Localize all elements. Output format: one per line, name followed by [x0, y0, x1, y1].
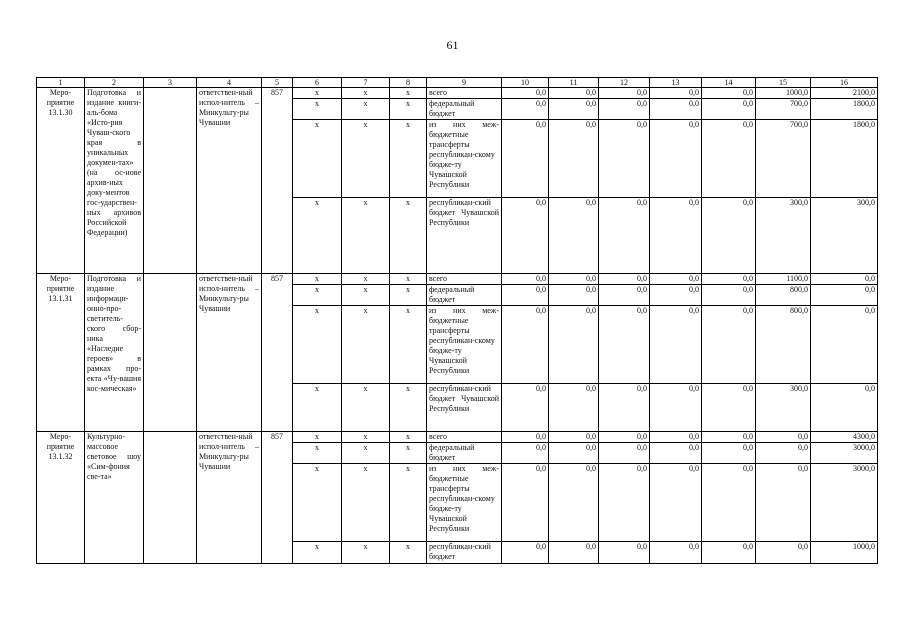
x-mark: x [342, 306, 390, 384]
value-cell: 0,0 [811, 306, 878, 384]
responsible-executor: ответствен-ный испол-нитель – Минкульту-ры Чувашии [197, 432, 262, 564]
page-number: 61 [446, 38, 459, 52]
value-cell: 0,0 [502, 285, 549, 306]
x-mark: x [342, 443, 390, 464]
header-cell: 8 [390, 78, 427, 88]
value-cell: 0,0 [549, 88, 599, 99]
value-cell: 0,0 [599, 274, 650, 285]
value-cell: 0,0 [650, 99, 702, 120]
x-mark: x [293, 542, 342, 564]
value-cell: 0,0 [599, 120, 650, 198]
responsible-executor: ответствен-ный испол-нитель – Минкульту-ры Чувашии [197, 88, 262, 274]
value-cell: 800,0 [756, 285, 811, 306]
value-cell: 0,0 [702, 99, 756, 120]
value-cell: 0,0 [502, 274, 549, 285]
value-cell: 0,0 [702, 306, 756, 384]
header-cell: 10 [502, 78, 549, 88]
value-cell: 3000,0 [811, 443, 878, 464]
header-cell: 7 [342, 78, 390, 88]
x-mark: x [390, 306, 427, 384]
value-cell: 0,0 [599, 443, 650, 464]
x-mark: x [390, 88, 427, 99]
header-cell: 6 [293, 78, 342, 88]
value-cell: 0,0 [650, 120, 702, 198]
x-mark: x [342, 432, 390, 443]
header-cell: 2 [85, 78, 144, 88]
value-cell: 4300,0 [811, 432, 878, 443]
x-mark: x [293, 274, 342, 285]
value-cell: 0,0 [599, 542, 650, 564]
value-cell: 0,0 [502, 464, 549, 542]
value-cell: 0,0 [599, 285, 650, 306]
value-cell: 0,0 [502, 306, 549, 384]
x-mark: x [293, 384, 342, 432]
empty-cell [144, 274, 197, 432]
header-cell: 12 [599, 78, 650, 88]
header-cell: 4 [197, 78, 262, 88]
event-id: Меро-приятие 13.1.30 [37, 88, 85, 274]
value-cell: 0,0 [650, 274, 702, 285]
funding-source: из них меж-бюджетные трансферты республикан-скому бюдже-ту Чувашской Республики [427, 306, 502, 384]
value-cell: 0,0 [549, 464, 599, 542]
funding-source: федеральный бюджет [427, 285, 502, 306]
value-cell: 0,0 [650, 198, 702, 274]
value-cell: 0,0 [599, 198, 650, 274]
value-cell: 2100,0 [811, 88, 878, 99]
value-cell: 0,0 [650, 384, 702, 432]
event-name: Культурно-массовое световое шоу «Сим-фония све-та» [85, 432, 144, 564]
value-cell: 0,0 [502, 198, 549, 274]
value-cell: 0,0 [549, 99, 599, 120]
value-cell: 0,0 [599, 384, 650, 432]
header-cell: 16 [811, 78, 878, 88]
funding-source: всего [427, 274, 502, 285]
value-cell: 300,0 [756, 384, 811, 432]
value-cell: 0,0 [502, 542, 549, 564]
x-mark: x [293, 432, 342, 443]
value-cell: 700,0 [756, 120, 811, 198]
x-mark: x [342, 285, 390, 306]
table-row [37, 88, 878, 99]
x-mark: x [293, 88, 342, 99]
funding-source: всего [427, 88, 502, 99]
header-cell: 9 [427, 78, 502, 88]
x-mark: x [390, 198, 427, 274]
value-cell: 0,0 [599, 99, 650, 120]
x-mark: x [390, 464, 427, 542]
empty-cell [144, 88, 197, 274]
value-cell: 0,0 [702, 120, 756, 198]
value-cell: 0,0 [502, 99, 549, 120]
value-cell: 1000,0 [756, 88, 811, 99]
value-cell: 300,0 [756, 198, 811, 274]
value-cell: 0,0 [502, 384, 549, 432]
header-cell: 1 [37, 78, 85, 88]
value-cell: 0,0 [811, 384, 878, 432]
header-row [37, 78, 878, 88]
value-cell: 1800,0 [811, 120, 878, 198]
value-cell: 0,0 [756, 542, 811, 564]
value-cell: 0,0 [549, 542, 599, 564]
x-mark: x [293, 120, 342, 198]
header-cell: 5 [262, 78, 293, 88]
value-cell: 0,0 [702, 384, 756, 432]
value-cell: 1100,0 [756, 274, 811, 285]
value-cell: 0,0 [650, 88, 702, 99]
header-cell: 11 [549, 78, 599, 88]
header-cell: 13 [650, 78, 702, 88]
table-row [37, 432, 878, 443]
header-cell: 3 [144, 78, 197, 88]
x-mark: x [293, 306, 342, 384]
value-cell: 300,0 [811, 198, 878, 274]
event-id: Меро-приятие 13.1.32 [37, 432, 85, 564]
x-mark: x [293, 198, 342, 274]
value-cell: 0,0 [549, 443, 599, 464]
value-cell: 0,0 [702, 432, 756, 443]
value-cell: 3000,0 [811, 464, 878, 542]
x-mark: x [342, 384, 390, 432]
funding-source: республикан-ский бюджет Чувашской Республики [427, 198, 502, 274]
x-mark: x [293, 443, 342, 464]
value-cell: 1000,0 [811, 542, 878, 564]
value-cell: 0,0 [756, 464, 811, 542]
x-mark: x [342, 120, 390, 198]
value-cell: 0,0 [650, 432, 702, 443]
funding-source: из них меж-бюджетные трансферты республикан-скому бюдже-ту Чувашской Республики [427, 120, 502, 198]
value-cell: 0,0 [599, 306, 650, 384]
value-cell: 0,0 [756, 432, 811, 443]
x-mark: x [342, 99, 390, 120]
value-cell: 0,0 [811, 274, 878, 285]
funding-source: федеральный бюджет [427, 443, 502, 464]
event-name: Подготовка и издание информаци-онно-про-светитель-ского сбор-ника «Наследие героев» в рамках про-екта «Чу-вашия кос-мическая» [85, 274, 144, 432]
empty-cell [144, 432, 197, 564]
value-cell: 0,0 [599, 432, 650, 443]
x-mark: x [293, 285, 342, 306]
funding-source: республикан-ский бюджет Чувашской Республики [427, 384, 502, 432]
x-mark: x [390, 120, 427, 198]
value-cell: 0,0 [702, 274, 756, 285]
funding-source: из них меж-бюджетные трансферты республикан-скому бюдже-ту Чувашской Республики [427, 464, 502, 542]
x-mark: x [390, 432, 427, 443]
x-mark: x [390, 285, 427, 306]
value-cell: 0,0 [811, 285, 878, 306]
x-mark: x [390, 99, 427, 120]
value-cell: 0,0 [502, 443, 549, 464]
value-cell: 0,0 [599, 88, 650, 99]
value-cell: 0,0 [599, 464, 650, 542]
budget-code: 857 [262, 88, 293, 274]
x-mark: x [293, 464, 342, 542]
value-cell: 0,0 [650, 306, 702, 384]
x-mark: x [342, 274, 390, 285]
funding-source: федеральный бюджет [427, 99, 502, 120]
funding-source: всего [427, 432, 502, 443]
value-cell: 0,0 [702, 464, 756, 542]
x-mark: x [390, 274, 427, 285]
value-cell: 0,0 [650, 464, 702, 542]
responsible-executor: ответствен-ный испол-нитель – Минкульту-ры Чувашии [197, 274, 262, 432]
value-cell: 0,0 [702, 88, 756, 99]
budget-code: 857 [262, 432, 293, 564]
value-cell: 0,0 [650, 285, 702, 306]
event-name: Подготовка и издание книги-аль-бома «Исто-рия Чуваш-ского края в уникальных докумен-тах» (на ос-нове архив-ных доку-ментов гос-ударствен-ных архивов Российской Федерации) [85, 88, 144, 274]
value-cell: 0,0 [702, 443, 756, 464]
x-mark: x [293, 99, 342, 120]
value-cell: 0,0 [756, 443, 811, 464]
x-mark: x [342, 88, 390, 99]
value-cell: 0,0 [502, 120, 549, 198]
value-cell: 800,0 [756, 306, 811, 384]
header-cell: 15 [756, 78, 811, 88]
value-cell: 0,0 [502, 432, 549, 443]
value-cell: 0,0 [549, 432, 599, 443]
table-row [37, 274, 878, 285]
x-mark: x [342, 198, 390, 274]
x-mark: x [390, 542, 427, 564]
budget-code: 857 [262, 274, 293, 432]
header-cell: 14 [702, 78, 756, 88]
value-cell: 0,0 [549, 285, 599, 306]
value-cell: 0,0 [549, 306, 599, 384]
value-cell: 0,0 [650, 443, 702, 464]
x-mark: x [342, 464, 390, 542]
funding-source: республикан-ский бюджет [427, 542, 502, 564]
value-cell: 0,0 [702, 542, 756, 564]
value-cell: 0,0 [702, 198, 756, 274]
budget-table [36, 77, 878, 564]
value-cell: 700,0 [756, 99, 811, 120]
value-cell: 0,0 [502, 88, 549, 99]
x-mark: x [390, 443, 427, 464]
value-cell: 0,0 [549, 384, 599, 432]
value-cell: 1800,0 [811, 99, 878, 120]
value-cell: 0,0 [549, 274, 599, 285]
x-mark: x [342, 542, 390, 564]
x-mark: x [390, 384, 427, 432]
value-cell: 0,0 [549, 120, 599, 198]
value-cell: 0,0 [702, 285, 756, 306]
value-cell: 0,0 [650, 542, 702, 564]
event-id: Меро-приятие 13.1.31 [37, 274, 85, 432]
value-cell: 0,0 [549, 198, 599, 274]
